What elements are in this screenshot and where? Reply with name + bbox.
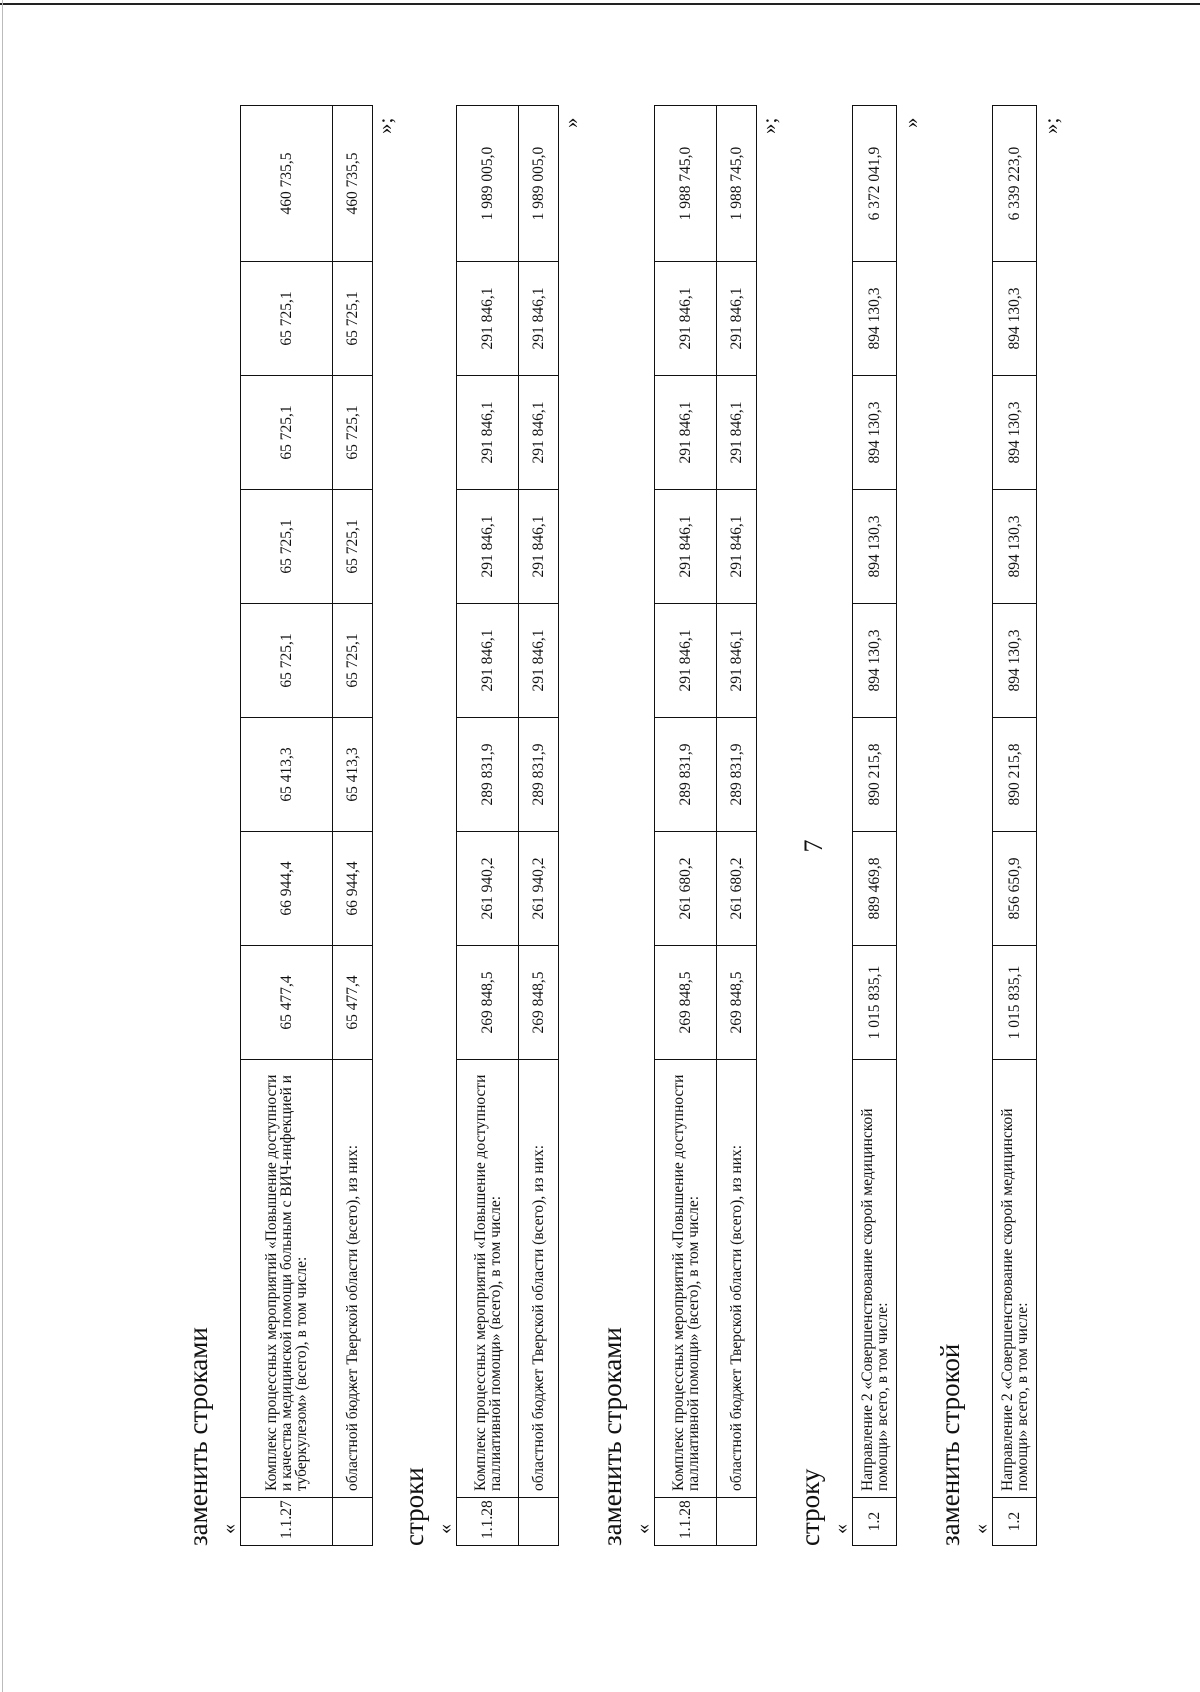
value-cell: 1 015 835,1 — [993, 946, 1037, 1060]
amendment-table — [852, 105, 897, 1546]
value-cell: 261 940,2 — [457, 832, 519, 946]
total-cell: 1 988 745,0 — [717, 106, 757, 262]
value-cell: 894 130,3 — [993, 376, 1037, 490]
row-code — [333, 1498, 373, 1546]
section-heading: заменить строками — [183, 1327, 213, 1546]
row-name: Комплекс процессных мероприятий «Повышение доступности паллиативной помощи» (всего), в том числе: — [655, 1060, 717, 1498]
value-cell: 894 130,3 — [993, 604, 1037, 718]
value-cell: 289 831,9 — [457, 718, 519, 832]
value-cell: 291 846,1 — [519, 262, 559, 376]
value-cell: 890 215,8 — [993, 718, 1037, 832]
open-quote: « — [632, 1524, 654, 1534]
value-cell: 261 680,2 — [717, 832, 757, 946]
row-code: 1.1.28 — [457, 1498, 519, 1546]
total-cell: 1 988 745,0 — [655, 106, 717, 262]
value-cell: 291 846,1 — [655, 490, 717, 604]
row-name: Комплекс процессных мероприятий «Повышение доступности и качества медицинской помощи больным с ВИЧ-инфекцией и туберкулезом» (всего), в том числе: — [241, 1060, 333, 1498]
open-quote: « — [434, 1524, 456, 1534]
page-left-border — [2, 0, 3, 1692]
value-cell: 890 215,8 — [853, 718, 897, 832]
value-cell: 894 130,3 — [993, 490, 1037, 604]
value-cell: 65 477,4 — [333, 946, 373, 1060]
row-code: 1.1.27 — [241, 1498, 333, 1546]
row-code — [519, 1498, 559, 1546]
closing-quote: »; — [1039, 117, 1063, 134]
section-heading: строку — [795, 1468, 825, 1546]
closing-quote: »; — [757, 117, 781, 134]
open-quote: « — [970, 1524, 992, 1534]
value-cell: 269 848,5 — [655, 946, 717, 1060]
table-row — [993, 106, 1037, 1546]
value-cell: 66 944,4 — [241, 832, 333, 946]
total-cell: 6 339 223,0 — [993, 106, 1037, 262]
row-code — [717, 1498, 757, 1546]
value-cell: 894 130,3 — [993, 262, 1037, 376]
row-name: Направление 2 «Совершенствование скорой медицинской помощи» всего, в том числе: — [853, 1060, 897, 1498]
value-cell: 261 940,2 — [519, 832, 559, 946]
value-cell: 269 848,5 — [519, 946, 559, 1060]
value-cell: 291 846,1 — [457, 604, 519, 718]
section-heading: заменить строкой — [935, 1343, 965, 1546]
value-cell: 289 831,9 — [655, 718, 717, 832]
table-row — [333, 106, 373, 1546]
value-cell: 894 130,3 — [853, 604, 897, 718]
value-cell: 291 846,1 — [519, 376, 559, 490]
closing-quote: » — [559, 117, 583, 128]
value-cell: 291 846,1 — [655, 604, 717, 718]
value-cell: 65 413,3 — [333, 718, 373, 832]
open-quote: « — [218, 1524, 240, 1534]
row-name: областной бюджет Тверской области (всего), из них: — [519, 1060, 559, 1498]
value-cell: 65 413,3 — [241, 718, 333, 832]
value-cell: 889 469,8 — [853, 832, 897, 946]
row-name: Направление 2 «Совершенствование скорой медицинской помощи» всего, в том числе: — [993, 1060, 1037, 1498]
value-cell: 269 848,5 — [717, 946, 757, 1060]
value-cell: 856 650,9 — [993, 832, 1037, 946]
value-cell: 291 846,1 — [655, 262, 717, 376]
table-row — [457, 106, 519, 1546]
value-cell: 65 725,1 — [333, 490, 373, 604]
rotated-page-content — [170, 106, 1090, 1546]
value-cell: 65 725,1 — [333, 604, 373, 718]
value-cell: 291 846,1 — [717, 262, 757, 376]
closing-quote: »; — [373, 117, 397, 134]
value-cell: 291 846,1 — [457, 262, 519, 376]
closing-quote: » — [899, 117, 923, 128]
value-cell: 65 725,1 — [241, 262, 333, 376]
amendment-table — [654, 105, 757, 1546]
value-cell: 291 846,1 — [717, 490, 757, 604]
table-row — [853, 106, 897, 1546]
value-cell: 291 846,1 — [519, 490, 559, 604]
total-cell: 460 735,5 — [333, 106, 373, 262]
value-cell: 894 130,3 — [853, 262, 897, 376]
amendment-table — [240, 105, 373, 1546]
value-cell: 291 846,1 — [519, 604, 559, 718]
value-cell: 291 846,1 — [457, 376, 519, 490]
value-cell: 289 831,9 — [519, 718, 559, 832]
value-cell: 269 848,5 — [457, 946, 519, 1060]
value-cell: 894 130,3 — [853, 490, 897, 604]
value-cell: 291 846,1 — [457, 490, 519, 604]
row-code: 1.2 — [853, 1498, 897, 1546]
value-cell: 65 725,1 — [333, 262, 373, 376]
row-code: 1.1.28 — [655, 1498, 717, 1546]
value-cell: 65 477,4 — [241, 946, 333, 1060]
value-cell: 65 725,1 — [241, 376, 333, 490]
value-cell: 65 725,1 — [241, 490, 333, 604]
amendment-table — [456, 105, 559, 1546]
value-cell: 261 680,2 — [655, 832, 717, 946]
value-cell: 1 015 835,1 — [853, 946, 897, 1060]
row-name: Комплекс процессных мероприятий «Повышение доступности паллиативной помощи» (всего), в том числе: — [457, 1060, 519, 1498]
value-cell: 289 831,9 — [717, 718, 757, 832]
row-name: областной бюджет Тверской области (всего), из них: — [333, 1060, 373, 1498]
value-cell: 291 846,1 — [655, 376, 717, 490]
section-heading: заменить строками — [597, 1327, 627, 1546]
page-number: 7 — [799, 839, 828, 853]
row-code: 1.2 — [993, 1498, 1037, 1546]
value-cell: 291 846,1 — [717, 604, 757, 718]
section-heading: строки — [399, 1467, 429, 1546]
amendment-table — [992, 105, 1037, 1546]
total-cell: 6 372 041,9 — [853, 106, 897, 262]
total-cell: 1 989 005,0 — [519, 106, 559, 262]
row-name: областной бюджет Тверской области (всего), из них: — [717, 1060, 757, 1498]
table-row — [519, 106, 559, 1546]
value-cell: 65 725,1 — [241, 604, 333, 718]
value-cell: 66 944,4 — [333, 832, 373, 946]
total-cell: 460 735,5 — [241, 106, 333, 262]
total-cell: 1 989 005,0 — [457, 106, 519, 262]
value-cell: 894 130,3 — [853, 376, 897, 490]
value-cell: 65 725,1 — [333, 376, 373, 490]
table-row — [655, 106, 717, 1546]
value-cell: 291 846,1 — [717, 376, 757, 490]
page-top-border — [0, 3, 1200, 5]
table-row — [241, 106, 333, 1546]
table-row — [717, 106, 757, 1546]
open-quote: « — [830, 1524, 852, 1534]
